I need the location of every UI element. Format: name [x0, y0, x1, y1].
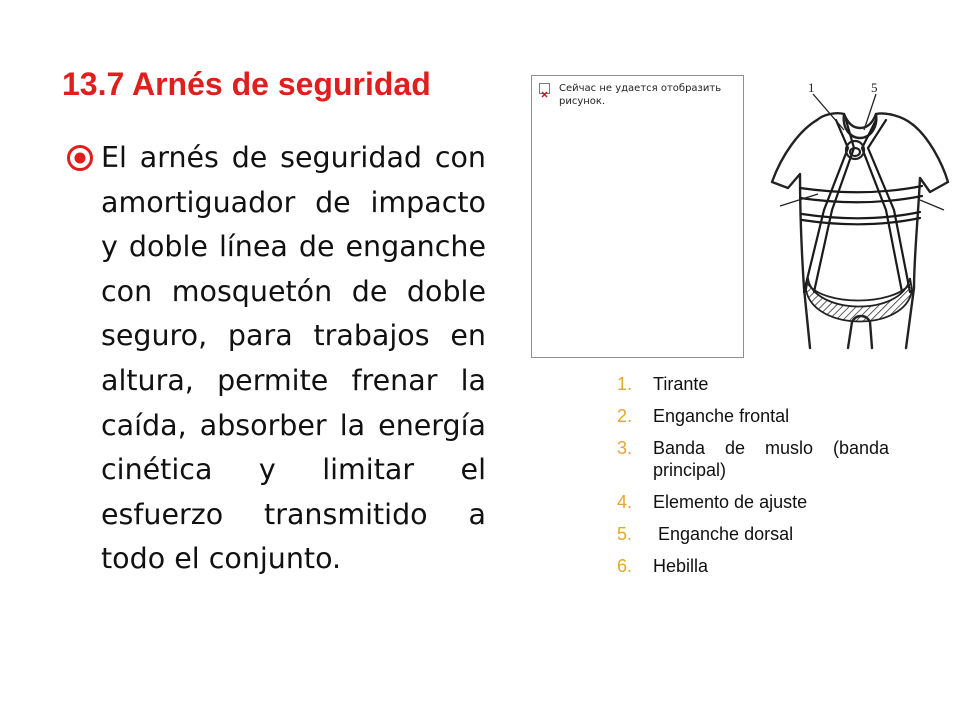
- slide-title: 13.7 Arnés de seguridad: [62, 66, 431, 102]
- legend-label: Enganche dorsal: [653, 524, 794, 544]
- legend-label: Tirante: [653, 374, 709, 394]
- legend-number: 5.: [617, 524, 633, 544]
- callout-label: 5: [871, 80, 878, 95]
- thigh-band: [806, 278, 912, 322]
- legend-label: Enganche frontal: [653, 406, 790, 426]
- legend-number: 1.: [617, 374, 633, 394]
- legend-item: [617, 373, 889, 395]
- legend-item: [617, 523, 889, 545]
- body-paragraph: El arnés de seguridad con amortiguador de impacto y doble línea de enganche con mosquetón de doble seguro, para trabajos en altura, permite frenar la caída, absorber la energía cinética y limitar el esfuerzo transmitido a todo el conjunto.: [101, 141, 486, 576]
- legend-item: [617, 437, 889, 481]
- legend-number: 6.: [617, 556, 633, 576]
- component-legend: [617, 373, 889, 587]
- legend-item: [617, 491, 889, 513]
- dorsal-ring: [846, 141, 864, 159]
- legend-label: Elemento de ajuste: [653, 492, 808, 512]
- legend-label: Hebilla: [653, 556, 709, 576]
- callout-label: 1: [808, 80, 815, 95]
- legend-item: [617, 555, 889, 577]
- broken-image-message: Сейчас не удается отобразить рисунок.: [559, 83, 722, 107]
- legend-number: 3.: [617, 438, 633, 458]
- legend-number: 2.: [617, 406, 633, 426]
- broken-image-placeholder: [531, 75, 744, 358]
- legend-label: Banda de muslo (banda principal): [653, 438, 889, 480]
- harness-straps: [800, 120, 922, 292]
- legend-number: 4.: [617, 492, 633, 512]
- legend-item: [617, 405, 889, 427]
- circled-dot-icon: [66, 144, 94, 172]
- broken-image-icon: [539, 83, 550, 94]
- harness-diagram: [752, 78, 960, 350]
